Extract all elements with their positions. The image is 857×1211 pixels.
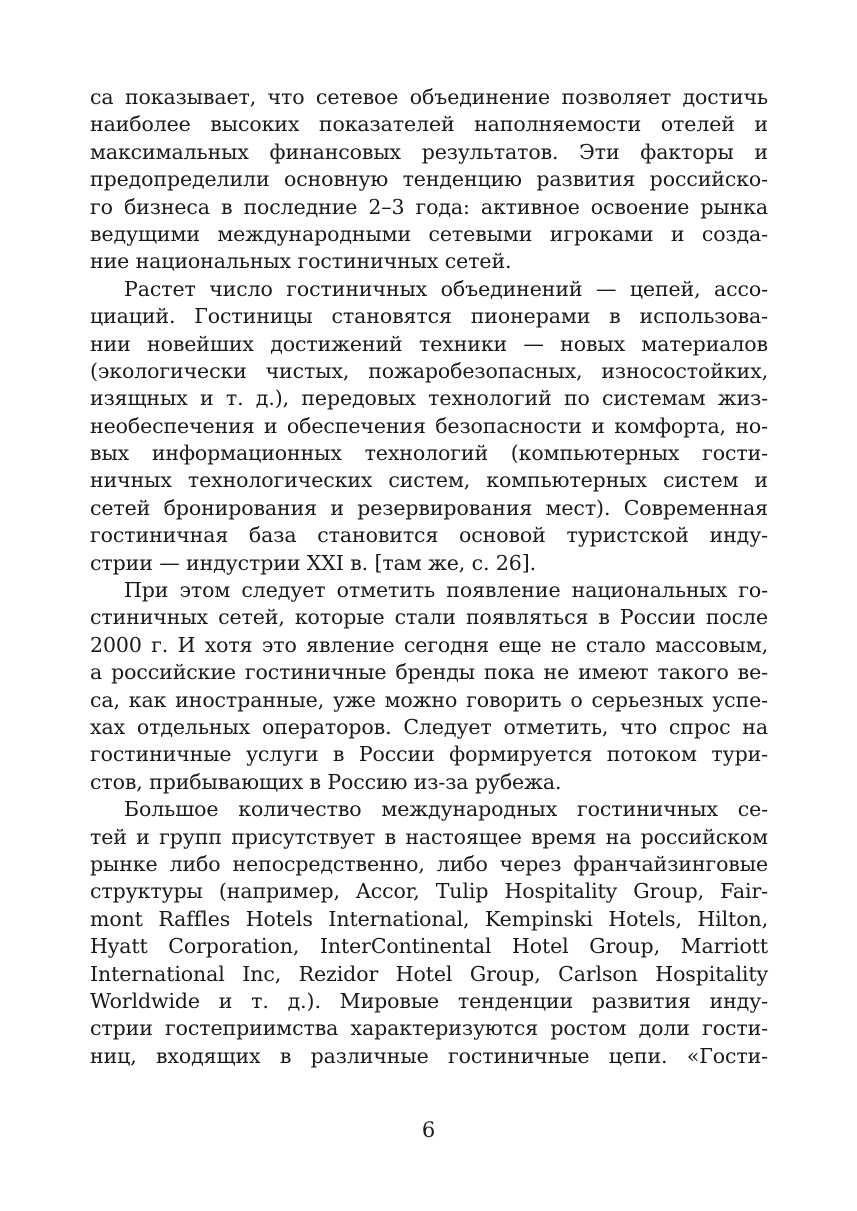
text-line: ведущими международными сетевыми игроками и созда- [90, 221, 768, 246]
text-line: сетей бронирования и резервирования мест). Современная [90, 495, 768, 520]
text-line: предопределили основную тенденцию развития российско- [90, 167, 768, 192]
text-line: са показывает, что сетевое объединение позволяет достичь [90, 85, 768, 109]
text-line: mont Raffles Hotels International, Kempinski Hotels, Hilton, [90, 906, 768, 931]
text-line: ниц, входящих в различные гостиничные цепи. «Гости- [90, 1043, 768, 1068]
page-number: 6 [421, 1118, 436, 1142]
text-line: Большое количество международных гостиничных се- [124, 797, 768, 822]
text-line: рынке либо непосредственно, либо через франчайзинговые [90, 851, 768, 876]
text-line: ние национальных гостиничных сетей. [90, 249, 512, 274]
text-line: тей и групп присутствует в настоящее время на российском [90, 824, 768, 849]
text-line: вых информационных технологий (компьютерных гости- [90, 441, 768, 466]
text-line: гостиничные услуги в России формируется потоком тури- [90, 742, 768, 767]
text-line: хах отдельных операторов. Следует отметить, что спрос на [90, 714, 768, 739]
text-line: Worldwide и т. д.). Мировые тенденции развития инду- [90, 988, 768, 1013]
paragraph-4 [90, 796, 768, 1070]
text-line: стов, прибывающих в Россию из-за рубежа. [90, 769, 562, 794]
page-body [90, 84, 768, 1070]
text-line: нии новейших достижений техники — новых материалов [90, 331, 768, 356]
text-line: При этом следует отметить появление национальных го- [124, 578, 768, 603]
paragraph-1 [90, 84, 768, 276]
text-line: го бизнеса в последние 2–3 года: активное освоение рынка [90, 194, 768, 219]
text-line: 2000 г. И хотя это явление сегодня еще не стало массовым, [90, 632, 768, 657]
text-line: необеспечения и обеспечения безопасности и комфорта, но- [90, 413, 768, 438]
text-line: циаций. Гостиницы становятся пионерами в использова- [90, 304, 768, 329]
text-line: стрии гостеприимства характеризуются ростом доли гости- [90, 1016, 768, 1041]
text-line: гостиничная база становится основой туристской инду- [90, 523, 768, 548]
text-line: International Inc, Rezidor Hotel Group, Carlson Hospitality [90, 961, 768, 986]
text-line: (экологически чистых, пожаробезопасных, износостойких, [90, 358, 768, 383]
paragraph-2 [90, 276, 768, 577]
text-line: стрии — индустрии XXI в. [там же, с. 26]. [90, 550, 537, 575]
text-line: а российские гостиничные бренды пока не имеют такого ве- [90, 660, 768, 685]
text-line: структуры (например, Accor, Tulip Hospitality Group, Fair- [90, 879, 768, 904]
text-line: ничных технологических систем, компьютерных систем и [90, 468, 768, 493]
text-line: наиболее высоких показателей наполняемости отелей и [90, 112, 768, 137]
text-line: стиничных сетей, которые стали появляться в России после [90, 605, 768, 630]
text-line: Растет число гостиничных объединений — цепей, ассо- [124, 276, 768, 301]
text-line: максимальных финансовых результатов. Эти факторы и [90, 139, 768, 164]
text-line: изящных и т. д.), передовых технологий по системам жиз- [90, 386, 768, 411]
text-line: Hyatt Corporation, InterContinental Hotel Group, Marriott [90, 934, 768, 959]
paragraph-3 [90, 577, 768, 796]
text-line: са, как иностранные, уже можно говорить о серьезных успе- [90, 687, 768, 712]
